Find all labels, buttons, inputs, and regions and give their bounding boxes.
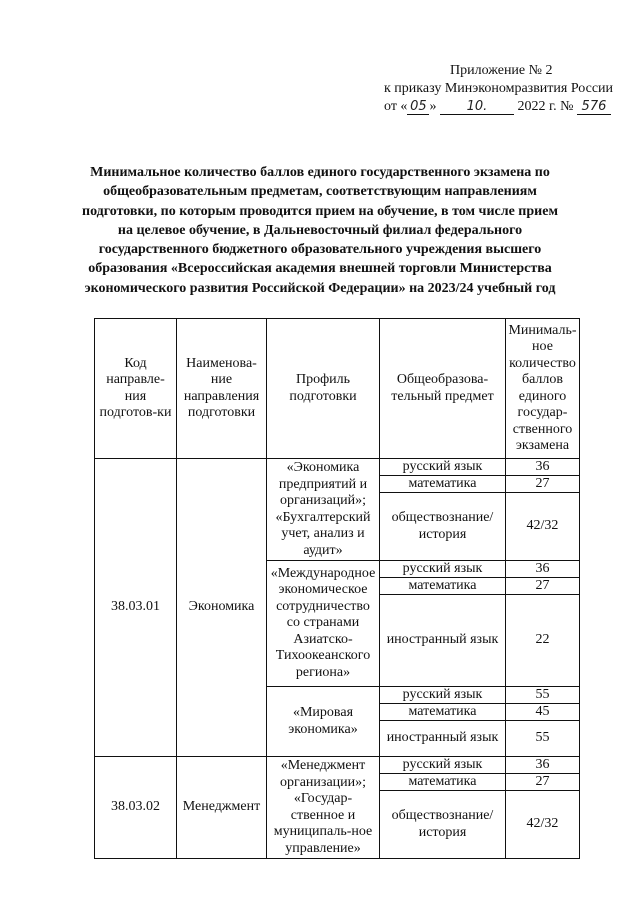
profile-name: «Экономика предприятий и организаций»; «Бухгалтерский учет, анализ и аудит» bbox=[267, 459, 380, 561]
subject-name: математика bbox=[380, 704, 506, 721]
min-score: 27 bbox=[506, 476, 580, 493]
subject-name: русский язык bbox=[380, 459, 506, 476]
header-profile: Профиль подготовки bbox=[267, 319, 380, 459]
min-score: 36 bbox=[506, 459, 580, 476]
min-score: 42/32 bbox=[506, 791, 580, 859]
date-from: от « bbox=[384, 99, 408, 114]
profile-name: «Менеджмент организации»; «Государ-ственное и муниципаль-ное управление» bbox=[267, 757, 380, 859]
header-subject: Общеобразова-тельный предмет bbox=[380, 319, 506, 459]
subject-name: русский язык bbox=[380, 757, 506, 774]
number-prefix: № bbox=[560, 99, 574, 114]
document-title: Минимальное количество баллов единого государственного экзамена по общеобразовательным предметам, соответствующим направлениям подготовки, по которым проводится прием на обучение, в том числе прием на целевое обучение, в Дальневосточный филиал федерального государственного бюджетного образовательного учреждения высшего образования «Всероссийская академия внешней торговли Министерства экономического развития Российской Федерации» на 2023/24 учебный год bbox=[82, 165, 558, 296]
header-min-score: Минималь-ное количество баллов единого государ-ственного экзамена bbox=[506, 319, 580, 459]
min-score: 27 bbox=[506, 578, 580, 595]
direction-name: Экономика bbox=[177, 459, 267, 757]
subject-name: русский язык bbox=[380, 561, 506, 578]
profile-name: «Мировая экономика» bbox=[267, 687, 380, 757]
subject-name: математика bbox=[380, 578, 506, 595]
min-score: 55 bbox=[506, 687, 580, 704]
table-header-row bbox=[95, 319, 580, 459]
min-score: 27 bbox=[506, 774, 580, 791]
direction-code: 38.03.01 bbox=[95, 459, 177, 757]
date-quote: » bbox=[429, 99, 437, 114]
scores-table bbox=[94, 318, 580, 859]
min-score: 36 bbox=[506, 561, 580, 578]
date-month: 10. bbox=[440, 100, 514, 115]
order-header bbox=[382, 62, 614, 116]
subject-name: иностранный язык bbox=[380, 595, 506, 687]
subject-name: русский язык bbox=[380, 687, 506, 704]
order-reference: к приказу Минэкономразвития России bbox=[384, 81, 614, 96]
min-score: 45 bbox=[506, 704, 580, 721]
table-row bbox=[95, 459, 580, 476]
date-day: 05 bbox=[407, 100, 429, 115]
subject-name: математика bbox=[380, 774, 506, 791]
min-score: 42/32 bbox=[506, 493, 580, 561]
header-direction: Наименова-ние направления подготовки bbox=[177, 319, 267, 459]
min-score: 36 bbox=[506, 757, 580, 774]
direction-code: 38.03.02 bbox=[95, 757, 177, 859]
order-date-line bbox=[382, 98, 607, 116]
table-row bbox=[95, 757, 580, 774]
min-score: 55 bbox=[506, 721, 580, 757]
direction-name: Менеджмент bbox=[177, 757, 267, 859]
profile-name: «Международное экономическое сотрудничество со странами Азиатско-Тихоокеанского региона» bbox=[267, 561, 380, 687]
header-code: Код направле-ния подготов-ки bbox=[95, 319, 177, 459]
subject-name: иностранный язык bbox=[380, 721, 506, 757]
subject-name: обществознание/ история bbox=[380, 493, 506, 561]
subject-name: математика bbox=[380, 476, 506, 493]
min-score: 22 bbox=[506, 595, 580, 687]
appendix-label: Приложение № 2 bbox=[450, 63, 553, 78]
order-number: 576 bbox=[577, 100, 611, 115]
date-year: 2022 г. bbox=[517, 99, 557, 114]
subject-name: обществознание/ история bbox=[380, 791, 506, 859]
